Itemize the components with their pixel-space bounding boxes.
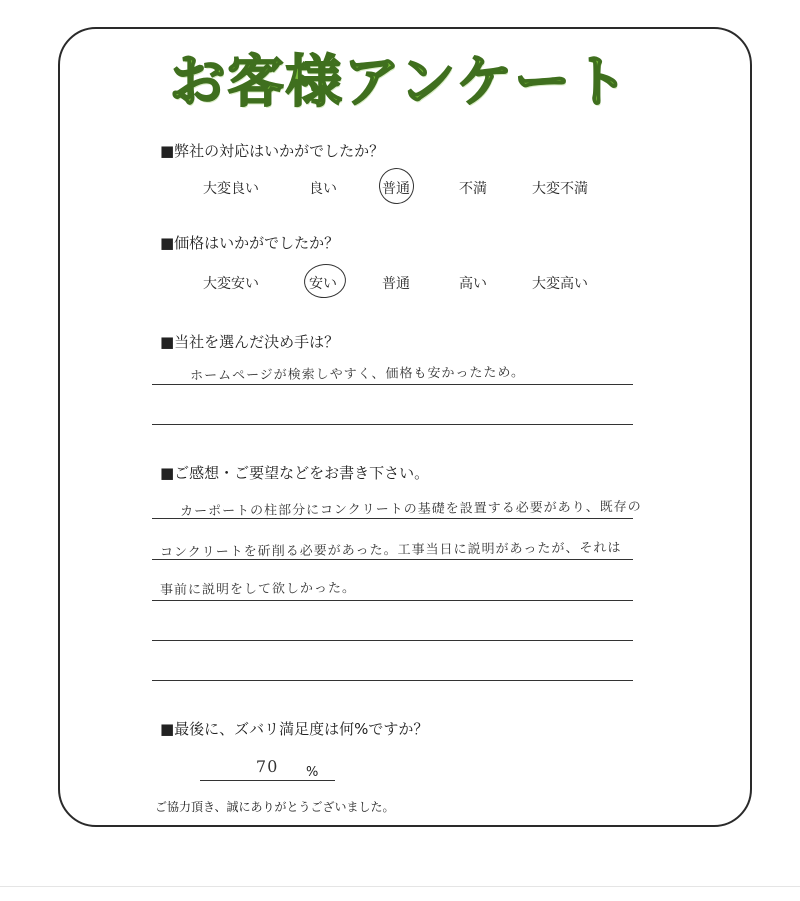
question-comments: ■ご感想・ご要望などをお書き下さい。 (160, 464, 430, 482)
answer-line (152, 384, 633, 385)
handwritten-answer-deciding-factor: ホームページが検索しやすく、価格も安かったため。 (189, 365, 526, 384)
thank-you-note: ご協力頂き、誠にありがとうございました。 (155, 800, 395, 814)
question-deciding-factor: ■当社を選んだ決め手は？ (160, 333, 340, 351)
option-service-very-dissatisfied[interactable]: 大変不満 (532, 181, 588, 197)
answer-line (152, 559, 633, 560)
option-price-average[interactable]: 普通 (382, 276, 410, 292)
percent-unit: % (306, 765, 319, 780)
option-price-expensive[interactable]: 高い (459, 276, 487, 292)
option-price-cheap[interactable]: 安い (309, 276, 337, 292)
satisfaction-answer-line (200, 780, 335, 781)
handwritten-satisfaction-value: 70 (255, 756, 279, 777)
answer-line (152, 518, 633, 519)
option-service-average[interactable]: 普通 (382, 181, 410, 197)
option-service-good[interactable]: 良い (309, 181, 337, 197)
handwritten-comment-line-1: カーポートの柱部分にコンクリートの基礎を設置する必要があり、既存の (179, 499, 642, 520)
answer-line (152, 640, 633, 641)
option-price-very-cheap[interactable]: 大変安い (203, 276, 259, 292)
handwritten-comment-line-3: 事前に説明をして欲しかった。 (159, 580, 357, 599)
question-satisfaction: ■最後に、ズバリ満足度は何%ですか？ (160, 720, 429, 738)
answer-line (152, 600, 633, 601)
answer-line (152, 680, 633, 681)
question-price: ■価格はいかがでしたか？ (160, 234, 340, 252)
option-price-very-expensive[interactable]: 大変高い (532, 276, 588, 292)
scan-edge-divider (0, 886, 800, 887)
survey-title: お客様アンケート (169, 50, 631, 115)
option-service-dissatisfied[interactable]: 不満 (459, 181, 487, 197)
handwritten-comment-line-2: コンクリートを斫削る必要があった。工事当日に説明があったが、それは (159, 540, 622, 561)
question-service: ■弊社の対応はいかがでしたか？ (160, 142, 385, 160)
option-service-very-good[interactable]: 大変良い (203, 181, 259, 197)
answer-line (152, 424, 633, 425)
